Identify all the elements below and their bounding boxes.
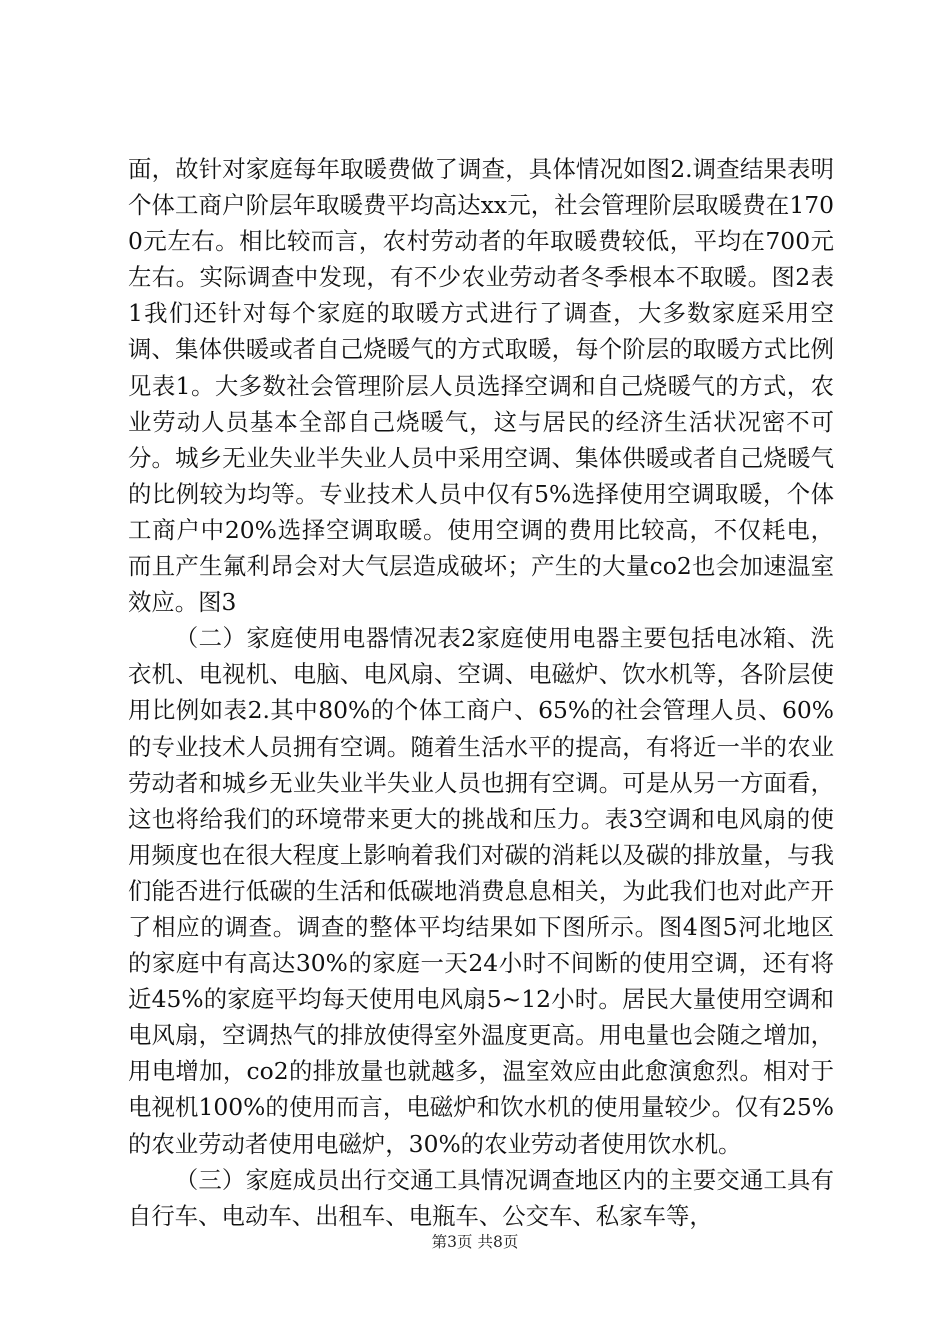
body-text <box>128 151 834 1234</box>
paragraph-transportation: （三）家庭成员出行交通工具情况调查地区内的主要交通工具有自行车、电动车、出租车、电瓶车、公交车、私家车等， <box>128 1165 834 1230</box>
page-number-label: 第3页 共8页 <box>431 1233 519 1251</box>
page-footer <box>0 1232 950 1252</box>
paragraph-appliance-usage: （二）家庭使用电器情况表2家庭使用电器主要包括电冰箱、洗衣机、电视机、电脑、电风扇、空调、电磁炉、饮水机等，各阶层使用比例如表2.其中80%的个体工商户、65%的社会管理人员、60%的专业技术人员拥有空调。随着生活水平的提高，有将近一半的农业劳动者和城乡无业失业半失业人员也拥有空调。可是从另一方面看，这也将给我们的环境带来更大的挑战和压力。表3空调和电风扇的使用频度也在很大程度上影响着我们对碳的消耗以及碳的排放量，与我们能否进行低碳的生活和低碳地消费息息相关，为此我们也对此产开了相应的调查。调查的整体平均结果如下图所示。图4图5河北地区的家庭中有高达30%的家庭一天24小时不间断的使用空调，还有将近45%的家庭平均每天使用电风扇5~12小时。居民大量使用空调和电风扇，空调热气的排放使得室外温度更高。用电量也会随之增加，用电增加，co2的排放量也就越多，温室效应由此愈演愈烈。相对于电视机100%的使用而言，电磁炉和饮水机的使用量较少。仅有25%的农业劳动者使用电磁炉，30%的农业劳动者使用饮水机。 <box>128 624 834 1158</box>
paragraph-heating-survey: 面，故针对家庭每年取暖费做了调查，具体情况如图2.调查结果表明个体工商户阶层年取暖费平均高达xx元，社会管理阶层取暖费在1700元左右。相比较而言，农村劳动者的年取暖费较低，平均在700元左右。实际调查中发现，有不少农业劳动者冬季根本不取暖。图2表1我们还针对每个家庭的取暖方式进行了调查，大多数家庭采用空调、集体供暖或者自己烧暖气的方式取暖，每个阶层的取暖方式比例见表1。大多数社会管理阶层人员选择空调和自己烧暖气的方式，农业劳动人员基本全部自己烧暖气，这与居民的经济生活状况密不可分。城乡无业失业半失业人员中采用空调、集体供暖或者自己烧暖气的比例较为均等。专业技术人员中仅有5%选择使用空调取暖，个体工商户中20%选择空调取暖。使用空调的费用比较高，不仅耗电，而且产生氟利昂会对大气层造成破坏；产生的大量co2也会加速温室效应。图3 <box>128 155 834 617</box>
